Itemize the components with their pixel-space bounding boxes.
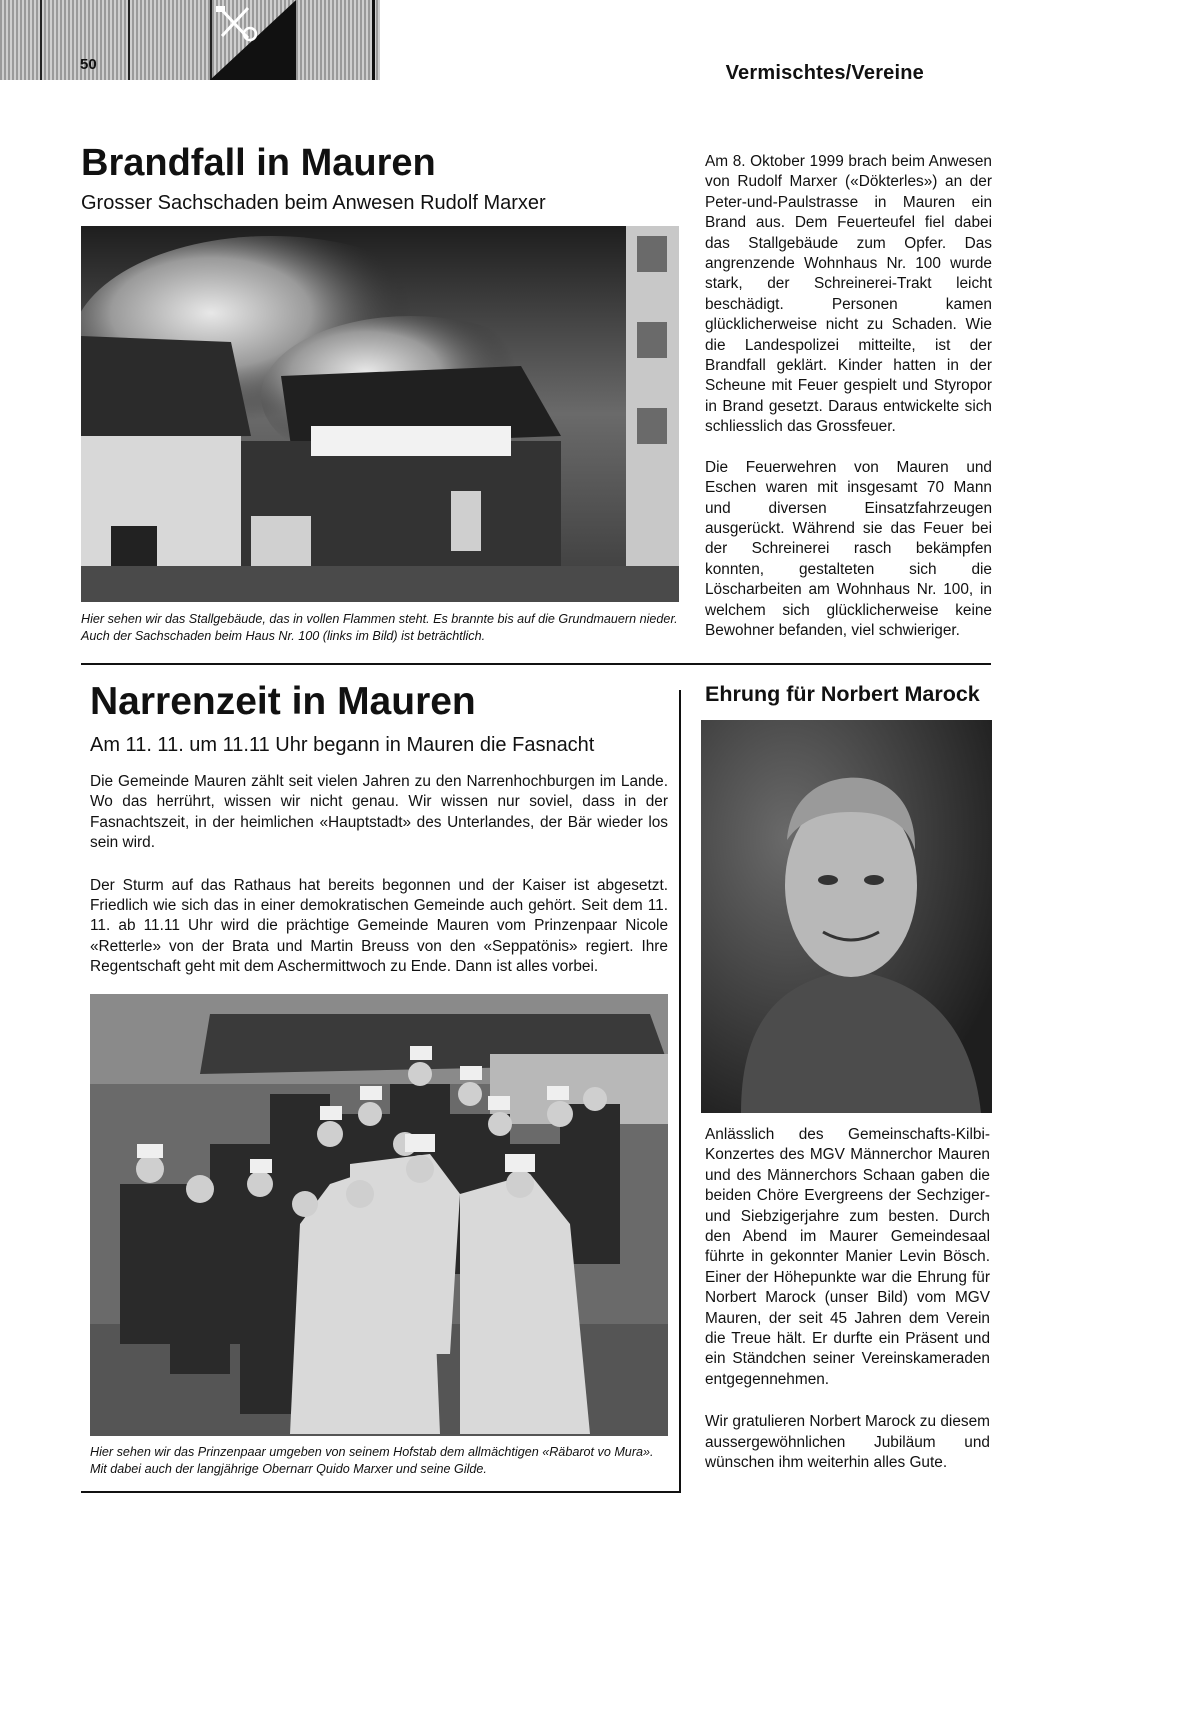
- caption-carnival: Hier sehen wir das Prinzenpaar umgeben von seinem Hofstab dem allmächtigen «Räbarot vo Mura». Mit dabei auch der langjährige Obernarr Quido Marxer und seine Gilde.: [90, 1445, 654, 1476]
- fire-photo: [81, 226, 679, 602]
- caption-fire: Hier sehen wir das Stallgebäude, das in vollen Flammen steht. Es brannte bis auf die Grundmauern nieder. Auch der Sachschaden beim Haus Nr. 100 (links im Bild) ist beträchtlich.: [81, 612, 678, 643]
- section-title: Vermischtes/Vereine: [725, 62, 924, 84]
- honor-article-body: [705, 1125, 990, 1474]
- section-divider: [81, 663, 991, 665]
- honor-paragraph-1: Anlässlich des Gemeinschafts-Kilbi-Konzertes des MGV Männerchor Mauren und des Männerchors Schaan gaben die beiden Chöre Evergreens der Sechziger- und Siebzigerjahre zum besten. Durch den Abend im Maurer Gemeindesaal führte in gekonnter Manier Levin Bösch. Einer der Höhepunkte war die Ehrung für Norbert Marock (unser Bild) vom MGV Mauren, der seit 45 Jahren dem Verein die Treue hält. Er durfte ein Präsent und ein Ständchen seiner Vereinskameraden entgegennehmen.: [705, 1126, 990, 1388]
- fire-paragraph-2: Die Feuerwehren von Mauren und Eschen waren mit insgesamt 70 Mann und diversen Einsatzfahrzeugen ausgerückt. Während sie das Feuer bei der Schreinerei rasch bekämpfen konnten, gestalteten sich die Löscharbeiten am Wohnhaus Nr. 100, in welchem sich glücklicherweise keine Bewohner befanden, viel schwieriger.: [705, 458, 992, 639]
- honor-paragraph-2: Wir gratulieren Norbert Marock zu diesem aussergewöhnlichen Jubiläum und wünschen ihm weiterhin alles Gute.: [705, 1413, 990, 1472]
- carnival-group-photo: [90, 994, 668, 1436]
- portrait-photo: [701, 720, 992, 1113]
- article-subtitle-carnival: Am 11. 11. um 11.11 Uhr begann in Mauren die Fasnacht: [90, 734, 595, 756]
- carnival-paragraph-1: Die Gemeinde Mauren zählt seit vielen Jahren zu den Narrenhochburgen im Lande. Wo das herrührt, wissen wir nicht genau. Wir wissen nur soviel, dass in der Fasnachtszeit, in der heimlichen «Hauptstadt» des Unterlandes, der Bär wieder los sein wird.: [90, 773, 668, 852]
- article-title-carnival: Narrenzeit in Mauren: [90, 680, 476, 723]
- carnival-paragraph-2: Der Sturm auf das Rathaus hat bereits begonnen und der Kaiser ist abgesetzt. Friedlich wie sich das in einer demokratischen Gemeinde auch gehört. Seit dem 11. 11. ab 11.11 Uhr wird die prächtige Gemeinde Mauren vom Prinzenpaar Nicole «Retterle» von der Brata und Martin Breuss von den «Seppatönis» regiert. Ihre Regentschaft geht mit dem Aschermittwoch zu Ende. Dann ist alles vorbei.: [90, 876, 668, 976]
- fire-paragraph-1: Am 8. Oktober 1999 brach beim Anwesen von Rudolf Marxer («Dökterles») an der Peter-und-Paulstrasse in Mauren ein Brand aus. Dem Feuerteufel fiel dabei das Stallgebäude zum Opfer. Das angrenzende Wohnhaus Nr. 100 wurde stark, der Schreinerei-Trakt leicht beschädigt. Personen kamen glücklicherweise nicht zu Schaden. Wie die Landespolizei mitteilte, ist der Brandfall geklärt. Kinder hatten in der Scheune mit Feuer gespielt und Styropor in Brand gesetzt. Daraus entwickelte sich schliesslich das Grossfeuer.: [705, 153, 992, 436]
- article-subtitle-fire: Grosser Sachschaden beim Anwesen Rudolf Marxer: [81, 192, 546, 214]
- carnival-frame-right: [679, 690, 681, 1492]
- carnival-frame-bottom: [81, 1491, 681, 1493]
- header-divider: [372, 0, 375, 80]
- header-tab-strip: [0, 0, 380, 80]
- fire-article-body: [705, 152, 992, 641]
- page-number: 50: [80, 56, 97, 73]
- carnival-article-body: [90, 772, 668, 978]
- article-title-honor: Ehrung für Norbert Marock: [705, 682, 980, 706]
- article-title-fire: Brandfall in Mauren: [81, 142, 436, 184]
- crossed-tools-icon: [214, 4, 260, 44]
